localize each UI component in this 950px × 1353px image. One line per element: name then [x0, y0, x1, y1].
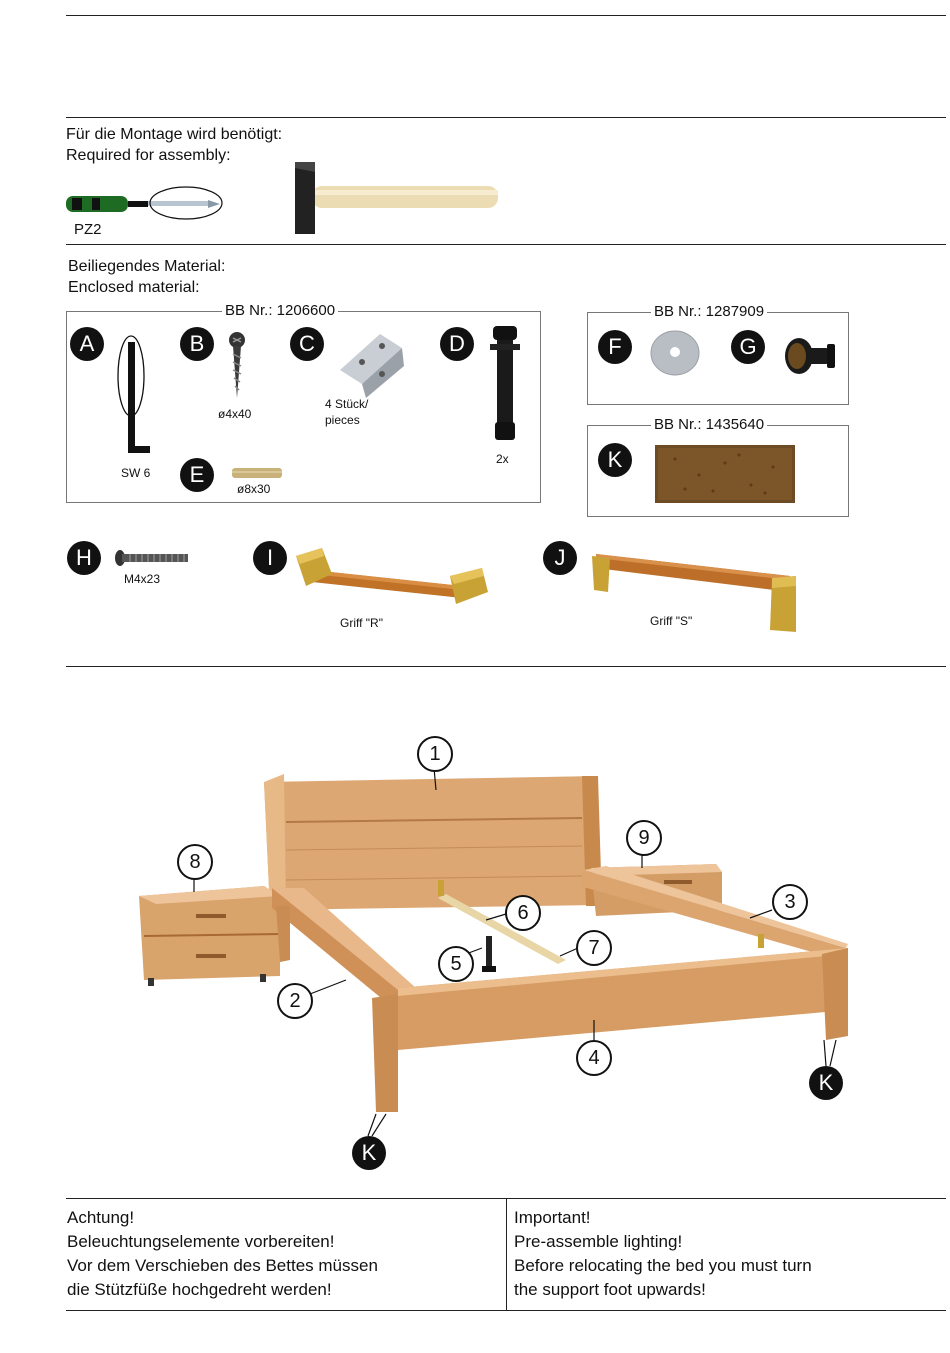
foot-badge-k-right: K	[809, 1066, 843, 1100]
callout-7: 7	[576, 930, 612, 966]
callout-8: 8	[177, 844, 213, 880]
bed-assembly-diagram	[136, 730, 856, 1170]
part-label-h: M4x23	[124, 572, 161, 586]
note-de-line-4: die Stützfüße hochgedreht werden!	[67, 1280, 332, 1299]
part-label-j: Griff "S"	[650, 614, 693, 628]
allen-key-icon	[112, 330, 152, 470]
part-badge-e: E	[180, 458, 214, 492]
part-badge-f: F	[598, 330, 632, 364]
callout-2: 2	[277, 983, 313, 1019]
note-de-line-3: Vor dem Verschieben des Bettes müssen	[67, 1256, 378, 1275]
part-label-i: Griff "R"	[340, 616, 383, 630]
washer-icon	[650, 331, 700, 377]
corner-bracket-icon	[332, 326, 412, 396]
callout-6: 6	[505, 895, 541, 931]
part-badge-a: A	[70, 327, 104, 361]
notes-bottom-rule	[66, 1310, 946, 1311]
note-de-line-2: Beleuchtungselemente vorbereiten!	[67, 1232, 335, 1251]
callout-5: 5	[438, 946, 474, 982]
handle-s-icon	[590, 546, 800, 632]
top-rule	[66, 15, 946, 16]
note-en-line-3: Before relocating the bed you must turn	[514, 1256, 812, 1275]
part-badge-h: H	[67, 541, 101, 575]
part-badge-j: J	[543, 541, 577, 575]
dowel-icon	[232, 468, 284, 480]
material-heading-de: Beiliegendes Material:	[68, 258, 226, 275]
callout-3: 3	[772, 884, 808, 920]
tools-heading-de: Für die Montage wird benötigt:	[66, 126, 283, 143]
wood-screw-icon	[225, 332, 249, 402]
part-badge-b: B	[180, 327, 214, 361]
diagram-rule	[66, 666, 946, 667]
note-de-line-1: Achtung!	[67, 1208, 135, 1227]
part-badge-g: G	[731, 330, 765, 364]
kit-title: BB Nr.: 1206600	[222, 301, 338, 321]
kit-title: BB Nr.: 1287909	[651, 302, 767, 322]
tools-heading-en: Required for assembly:	[66, 147, 231, 164]
tools-rule	[66, 117, 946, 118]
note-german	[67, 1206, 378, 1302]
callout-4: 4	[576, 1040, 612, 1076]
note-en-line-1: Important!	[514, 1208, 591, 1227]
callout-1: 1	[417, 736, 453, 772]
material-rule	[66, 244, 946, 245]
screwdriver-label: PZ2	[74, 221, 102, 238]
machine-screw-icon	[114, 549, 190, 569]
part-label-d: 2x	[496, 452, 509, 466]
part-label-c-2: pieces	[325, 413, 360, 427]
material-heading-en: Enclosed material:	[68, 279, 200, 296]
note-en-line-4: the support foot upwards!	[514, 1280, 706, 1299]
part-label-b: ø4x40	[218, 407, 252, 421]
part-badge-k: K	[598, 443, 632, 477]
handle-r-icon	[292, 546, 492, 606]
callout-9: 9	[626, 820, 662, 856]
part-label-a: SW 6	[121, 466, 151, 480]
part-badge-c: C	[290, 327, 324, 361]
foot-badge-k-left: K	[352, 1136, 386, 1170]
part-badge-d: D	[440, 327, 474, 361]
part-label-e: ø8x30	[237, 482, 271, 496]
note-english	[514, 1206, 812, 1302]
note-en-line-2: Pre-assemble lighting!	[514, 1232, 683, 1251]
felt-pad-icon	[655, 445, 795, 503]
notes-divider	[506, 1198, 507, 1310]
part-badge-i: I	[253, 541, 287, 575]
knob-icon	[781, 334, 837, 378]
kit-title: BB Nr.: 1435640	[651, 415, 767, 435]
support-foot-icon	[487, 326, 523, 444]
hammer-icon	[292, 158, 502, 238]
part-label-c-1: 4 Stück/	[325, 397, 369, 411]
